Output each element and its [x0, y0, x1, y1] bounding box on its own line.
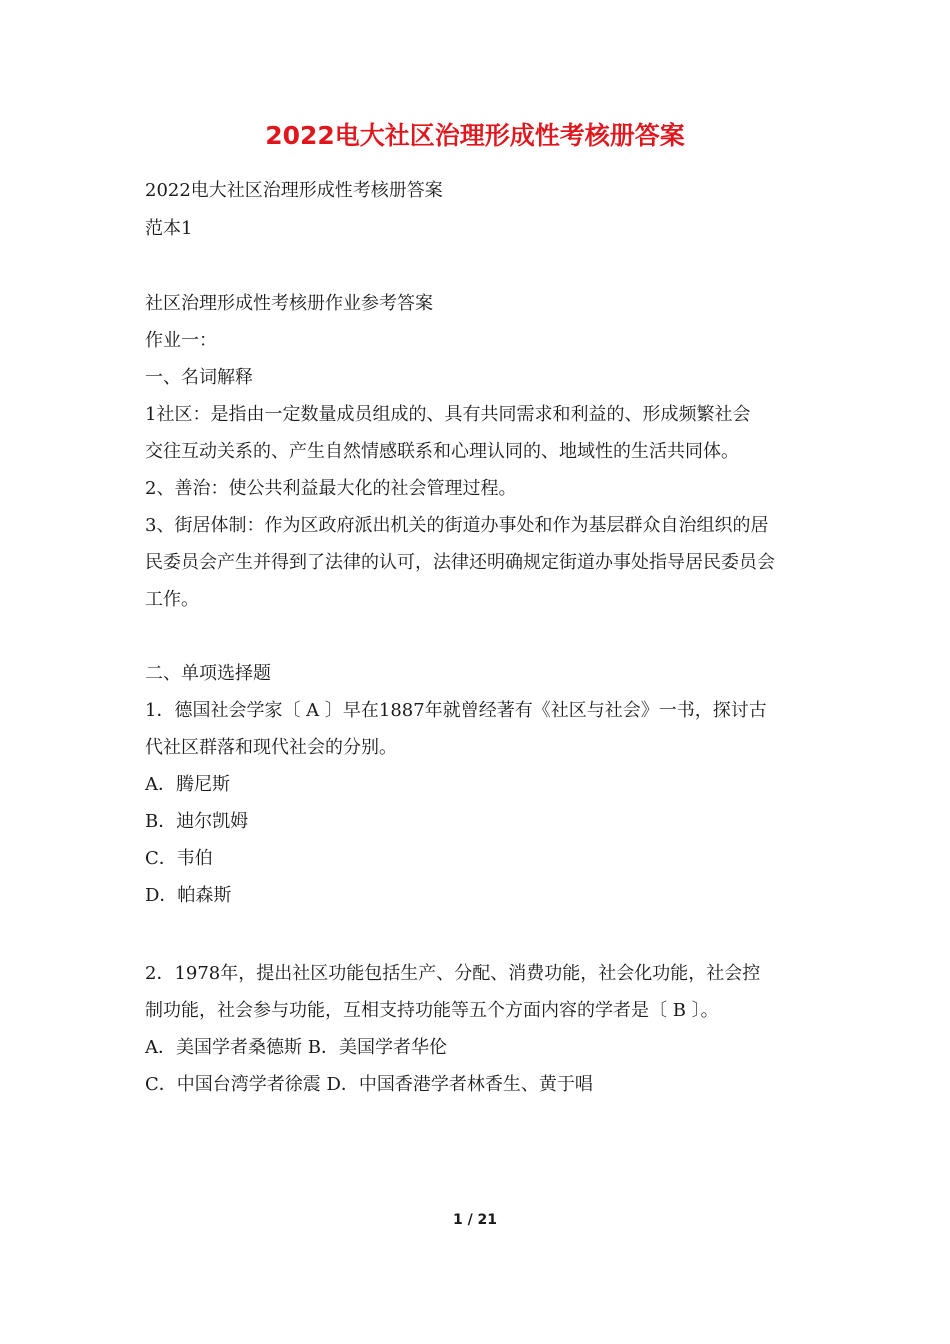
option-line: A．腾尼斯 [145, 774, 230, 795]
page-indicator: 1 / 21 [452, 1212, 498, 1228]
option-line: B．迪尔凯姆 [145, 811, 249, 832]
question-line: 2．1978年，提出社区功能包括生产、分配、消费功能，社会化功能，社会控 [145, 963, 761, 984]
text-line: 工作。 [145, 589, 199, 610]
text-line: 2、善治：使公共利益最大化的社会管理过程。 [145, 478, 517, 499]
text-line: 社区治理形成性考核册作业参考答案 [145, 293, 433, 314]
option-line: C．中国台湾学者徐震 D．中国香港学者林香生、黄于唱 [145, 1074, 593, 1095]
text-line: 2022电大社区治理形成性考核册答案 [145, 180, 443, 201]
question-line: 制功能，社会参与功能，互相支持功能等五个方面内容的学者是〔 B 〕。 [145, 1000, 719, 1021]
option-line: C．韦伯 [145, 848, 213, 869]
question-line: 1．德国社会学家〔 A 〕早在1887年就曾经著有《社区与社会》一书，探讨古 [145, 700, 767, 721]
text-line: 作业一： [145, 330, 217, 351]
section-heading: 一、名词解释 [145, 367, 253, 388]
section-heading: 二、单项选择题 [145, 663, 271, 684]
question-line: 代社区群落和现代社会的分别。 [145, 737, 397, 758]
text-line: 交往互动关系的、产生自然情感联系和心理认同的、地域性的生活共同体。 [145, 441, 739, 462]
text-line: 民委员会产生并得到了法律的认可，法律还明确规定街道办事处指导居民委员会 [145, 552, 775, 573]
text-line: 范本1 [145, 218, 193, 239]
text-line: 1社区：是指由一定数量成员组成的、具有共同需求和利益的、形成频繁社会 [145, 404, 751, 425]
text-line: 3、街居体制：作为区政府派出机关的街道办事处和作为基层群众自治组织的居 [145, 515, 769, 536]
document-title: 2022电大社区治理形成性考核册答案 [265, 121, 685, 150]
option-line: D．帕森斯 [145, 885, 232, 906]
option-line: A．美国学者桑德斯 B．美国学者华伦 [145, 1037, 447, 1058]
